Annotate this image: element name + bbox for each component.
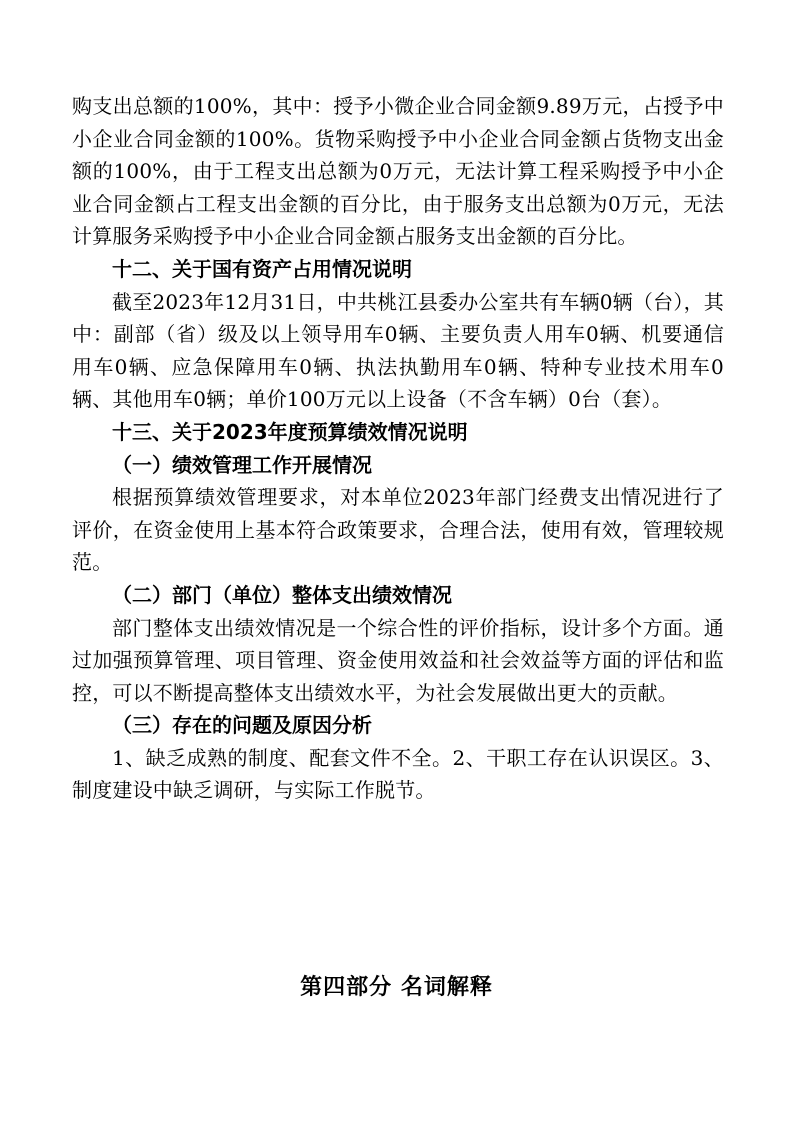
subsection-heading-13-2: （二）部门（单位）整体支出绩效情况 <box>112 582 452 607</box>
paragraph-performance-management: 根据预算绩效管理要求，对本单位2023年部门经费支出情况进行了评价，在资金使用上基本符合政策要求，合理合法，使用有效，管理较规范。 <box>72 485 724 575</box>
section-heading-13: 十三、关于2023年度预算绩效情况说明 <box>112 419 468 444</box>
section-heading-12: 十二、关于国有资产占用情况说明 <box>112 256 412 281</box>
paragraph-state-assets: 截至2023年12月31日，中共桃江县委办公室共有车辆0辆（台），其中：副部（省）级及以上领导用车0辆、主要负责人用车0辆、机要通信用车0辆、应急保障用车0辆、执法执勤用车0辆、特种专业技术用车0辆、其他用车0辆；单价100万元以上设备（不含车辆）0台（套）。 <box>72 289 724 412</box>
paragraph-overall-expenditure-performance: 部门整体支出绩效情况是一个综合性的评价指标，设计多个方面。通过加强预算管理、项目管理、资金使用效益和社会效益等方面的评估和监控，可以不断提高整体支出绩效水平，为社会发展做出更大的贡献。 <box>72 615 724 705</box>
paragraph-problems-analysis: 1、缺乏成熟的制度、配套文件不全。2、干职工存在认识误区。3、制度建设中缺乏调研，与实际工作脱节。 <box>72 745 724 803</box>
document-body <box>72 90 724 807</box>
part-title: 第四部分 名词解释 <box>300 975 493 1000</box>
paragraph-procurement-continuation: 购支出总额的100%，其中：授予小微企业合同金额9.89万元，占授予中小企业合同金额的100%。货物采购授予中小企业合同金额占货物支出金额的100%，由于工程支出总额为0万元，无法计算工程采购授予中小企业合同金额占工程支出金额的百分比，由于服务支出总额为0万元，无法计算服务采购授予中小企业合同金额占服务支出金额的百分比。 <box>72 94 724 249</box>
subsection-heading-13-1: （一）绩效管理工作开展情况 <box>112 452 372 477</box>
subsection-heading-13-3: （三）存在的问题及原因分析 <box>112 713 372 738</box>
